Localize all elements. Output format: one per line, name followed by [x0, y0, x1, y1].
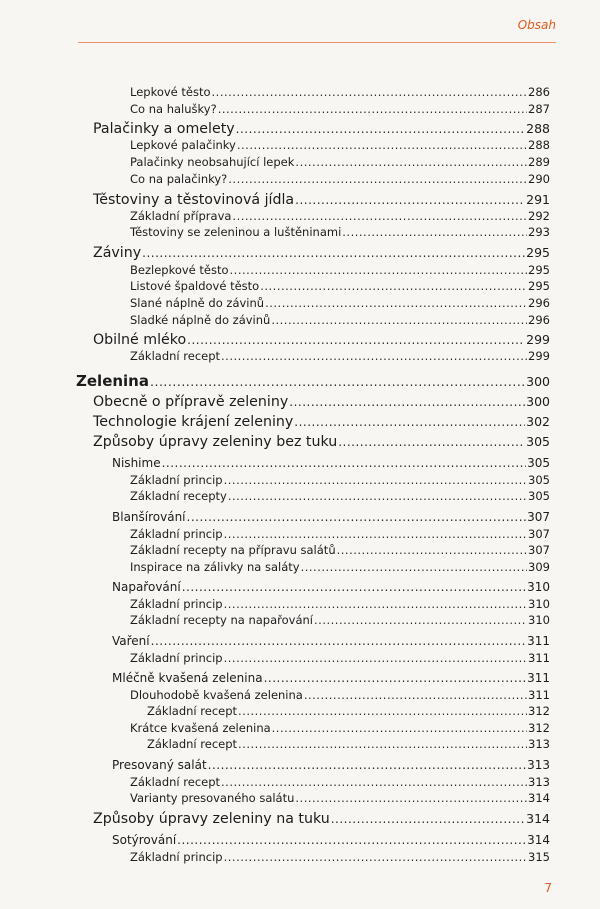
toc-entry: Základní recepty na přípravu salátů ..... 307: [130, 544, 550, 557]
section-header-title: Obsah: [517, 18, 556, 32]
toc-entry: Co na halušky? ..... 287: [130, 103, 550, 116]
toc-entry: Dlouhodobě kvašená zelenina ..... 311: [130, 689, 550, 702]
toc-entry: Těstoviny se zeleninou a luštěninami ..... 293: [130, 226, 550, 239]
toc-entry: Krátce kvašená zelenina ..... 312: [130, 722, 550, 735]
page-number: 7: [544, 881, 552, 895]
toc-entry: Listové špaldové těsto ..... 295: [130, 280, 550, 293]
toc-entry: Základní princip ..... 307: [130, 528, 550, 541]
toc-entry: Slané náplně do závinů ..... 296: [130, 297, 550, 310]
toc-entry: Základní princip ..... 310: [130, 598, 550, 611]
toc-entry: Presovaný salát ..... 313: [112, 759, 550, 773]
toc-entry: Napařování ..... 310: [112, 581, 550, 595]
toc-chapter-entry: Zelenina ..... 300: [76, 373, 550, 390]
toc-entry: Způsoby úpravy zeleniny na tuku ..... 314: [93, 811, 550, 827]
toc-entry: Technologie krájení zeleniny ..... 302: [93, 414, 550, 430]
toc-entry: Základní recept ..... 313: [130, 776, 550, 789]
toc-entry: Bezlepkové těsto ..... 295: [130, 264, 550, 277]
toc-entry: Základní recepty na napařování ..... 310: [130, 614, 550, 627]
toc-entry: Lepkové palačinky ..... 288: [130, 139, 550, 152]
toc-entry: Základní příprava ..... 292: [130, 210, 550, 223]
toc-entry: Palačinky neobsahující lepek ..... 289: [130, 156, 550, 169]
toc-entry: Co na palačinky? ..... 290: [130, 173, 550, 186]
toc-entry: Sladké náplně do závinů ..... 296: [130, 314, 550, 327]
toc-entry: Základní princip ..... 315: [130, 851, 550, 864]
toc-entry: Inspirace na zálivky na saláty ..... 309: [130, 561, 550, 574]
toc-entry: Obilné mléko ..... 299: [93, 332, 550, 348]
toc-entry: Blanšírování ..... 307: [112, 511, 550, 525]
toc-entry: Záviny ..... 295: [93, 245, 550, 261]
toc-entry: Varianty presovaného salátu ..... 314: [130, 792, 550, 805]
toc-entry: Lepkové těsto ..... 286: [130, 86, 550, 99]
toc-entry: Základní princip ..... 305: [130, 474, 550, 487]
toc-entry: Způsoby úpravy zeleniny bez tuku ..... 305: [93, 434, 550, 450]
toc-entry: Základní recept ..... 313: [147, 738, 550, 751]
toc-entry: Obecně o přípravě zeleniny ..... 300: [93, 394, 550, 410]
toc-entry: Nishime ..... 305: [112, 457, 550, 471]
toc-entry: Sotýrování ..... 314: [112, 834, 550, 848]
toc-entry: Vaření ..... 311: [112, 635, 550, 649]
toc-entry: Mléčně kvašená zelenina ..... 311: [112, 672, 550, 686]
toc-entry: Základní recept ..... 299: [130, 350, 550, 363]
toc-entry: Těstoviny a těstovinová jídla ..... 291: [93, 192, 550, 208]
toc-entry: Základní recept ..... 312: [147, 705, 550, 718]
toc-entry: Základní princip ..... 311: [130, 652, 550, 665]
toc-entry: Základní recepty ..... 305: [130, 490, 550, 503]
toc-entry: Palačinky a omelety ..... 288: [93, 121, 550, 137]
